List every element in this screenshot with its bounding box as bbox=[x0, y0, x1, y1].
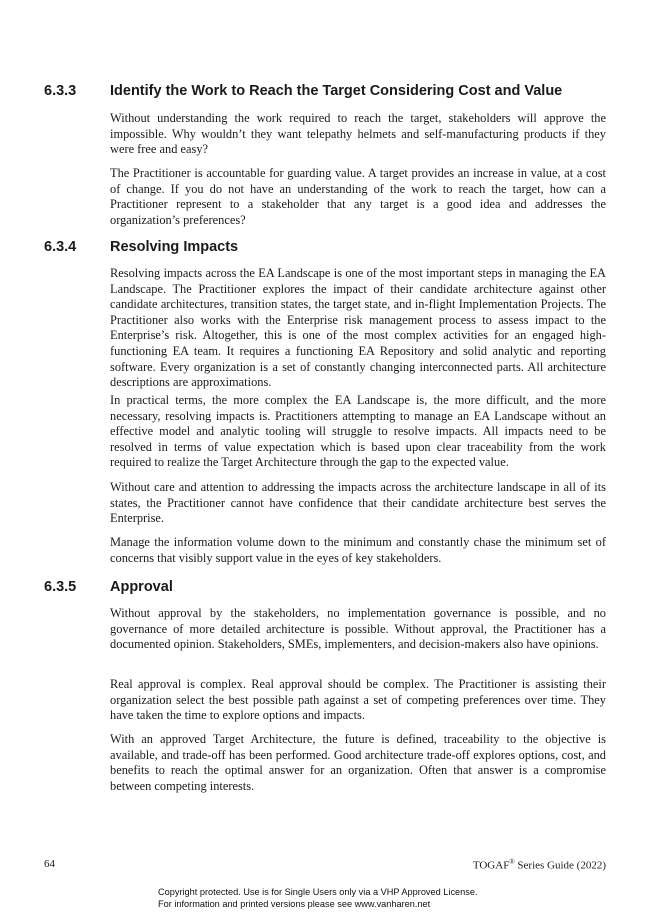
section-heading: Approval bbox=[110, 579, 173, 595]
section-heading: Resolving Impacts bbox=[110, 239, 239, 255]
copyright-line: Copyright protected. Use is for Single Users only via a VHP Approved License. bbox=[158, 887, 478, 897]
paragraph: In practical terms, the more complex the EA Landscape is, the more difficult, and the more necessary, resolving impacts is. Practitioners attempting to manage an EA Landscape without an effective model and analytic tooling will struggle to resolve impacts. All impacts need to be resolved in terms of value expectation which is based upon clear traceability from the work required to realize the Target Architecture through the gap to the expected value. bbox=[110, 393, 606, 470]
section-number: 6.3.3 bbox=[44, 83, 77, 99]
section-number: 6.3.5 bbox=[44, 579, 77, 595]
paragraph: Without approval by the stakeholders, no implementation governance is possible, and no governance of more detailed architecture is possible. Without approval, the Practitioner has a documented opinion. Stakeholders, SMEs, implementers, and decision-makers also have opinions. bbox=[110, 606, 606, 652]
section-heading: Identify the Work to Reach the Target Considering Cost and Value bbox=[110, 83, 563, 99]
paragraph: The Practitioner is accountable for guarding value. A target provides an increase in value, at a cost of change. If you do not have an understanding of the work to reach the target, how can a Practitioner represent to a stakeholder that any target is a good idea and addresses the organization’s preferences? bbox=[110, 166, 606, 227]
paragraph: Real approval is complex. Real approval should be complex. The Practitioner is assisting their organization select the best possible path against a set of competing preferences over time. They have taken the time to explore options and impacts. bbox=[110, 677, 606, 723]
copyright-line: For information and printed versions please see www.vanharen.net bbox=[158, 898, 431, 909]
section-number: 6.3.4 bbox=[44, 239, 77, 255]
registered-mark: ® bbox=[509, 858, 515, 866]
series-footer bbox=[473, 858, 606, 872]
page-number: 64 bbox=[44, 858, 55, 870]
copyright-notice bbox=[158, 887, 478, 911]
series-name: TOGAF bbox=[472, 859, 510, 872]
series-title: Series Guide (2022) bbox=[514, 859, 606, 872]
paragraph: With an approved Target Architecture, the future is defined, traceability to the objective is available, and trade-off has been performed. Good architecture trade-off explores options, cost, and benefits to reach the optimal answer for an organization. Often that answer is a compromise between competing interests. bbox=[110, 732, 606, 793]
paragraph: Resolving impacts across the EA Landscape is one of the most important steps in managing the EA Landscape. The Practitioner explores the impact of their candidate architecture against other candidate architectures, transition states, the target state, and in-flight Implementation Projects. The Practitioner also works with the Enterprise risk management process to assess impact to the Enterprise’s risk. Altogether, this is one of the most complex activities for an engaged high-functioning EA team. It requires a functioning EA Repository and solid analytic and reporting software. Every organization is a set of constantly changing interconnected parts. All architecture descriptions are approximations. bbox=[110, 266, 606, 390]
paragraph: Without understanding the work required to reach the target, stakeholders will approve the impossible. Why wouldn’t they want telepathy helmets and self-manufacturing products if they were free and easy? bbox=[110, 111, 606, 157]
paragraph: Manage the information volume down to the minimum and constantly chase the minimum set of concerns that visibly support value in the eyes of key stakeholders. bbox=[110, 535, 606, 565]
paragraph: Without care and attention to addressing the impacts across the architecture landscape in all of its states, the Practitioner cannot have confidence that their candidate architecture best serves the Enterprise. bbox=[110, 480, 606, 526]
